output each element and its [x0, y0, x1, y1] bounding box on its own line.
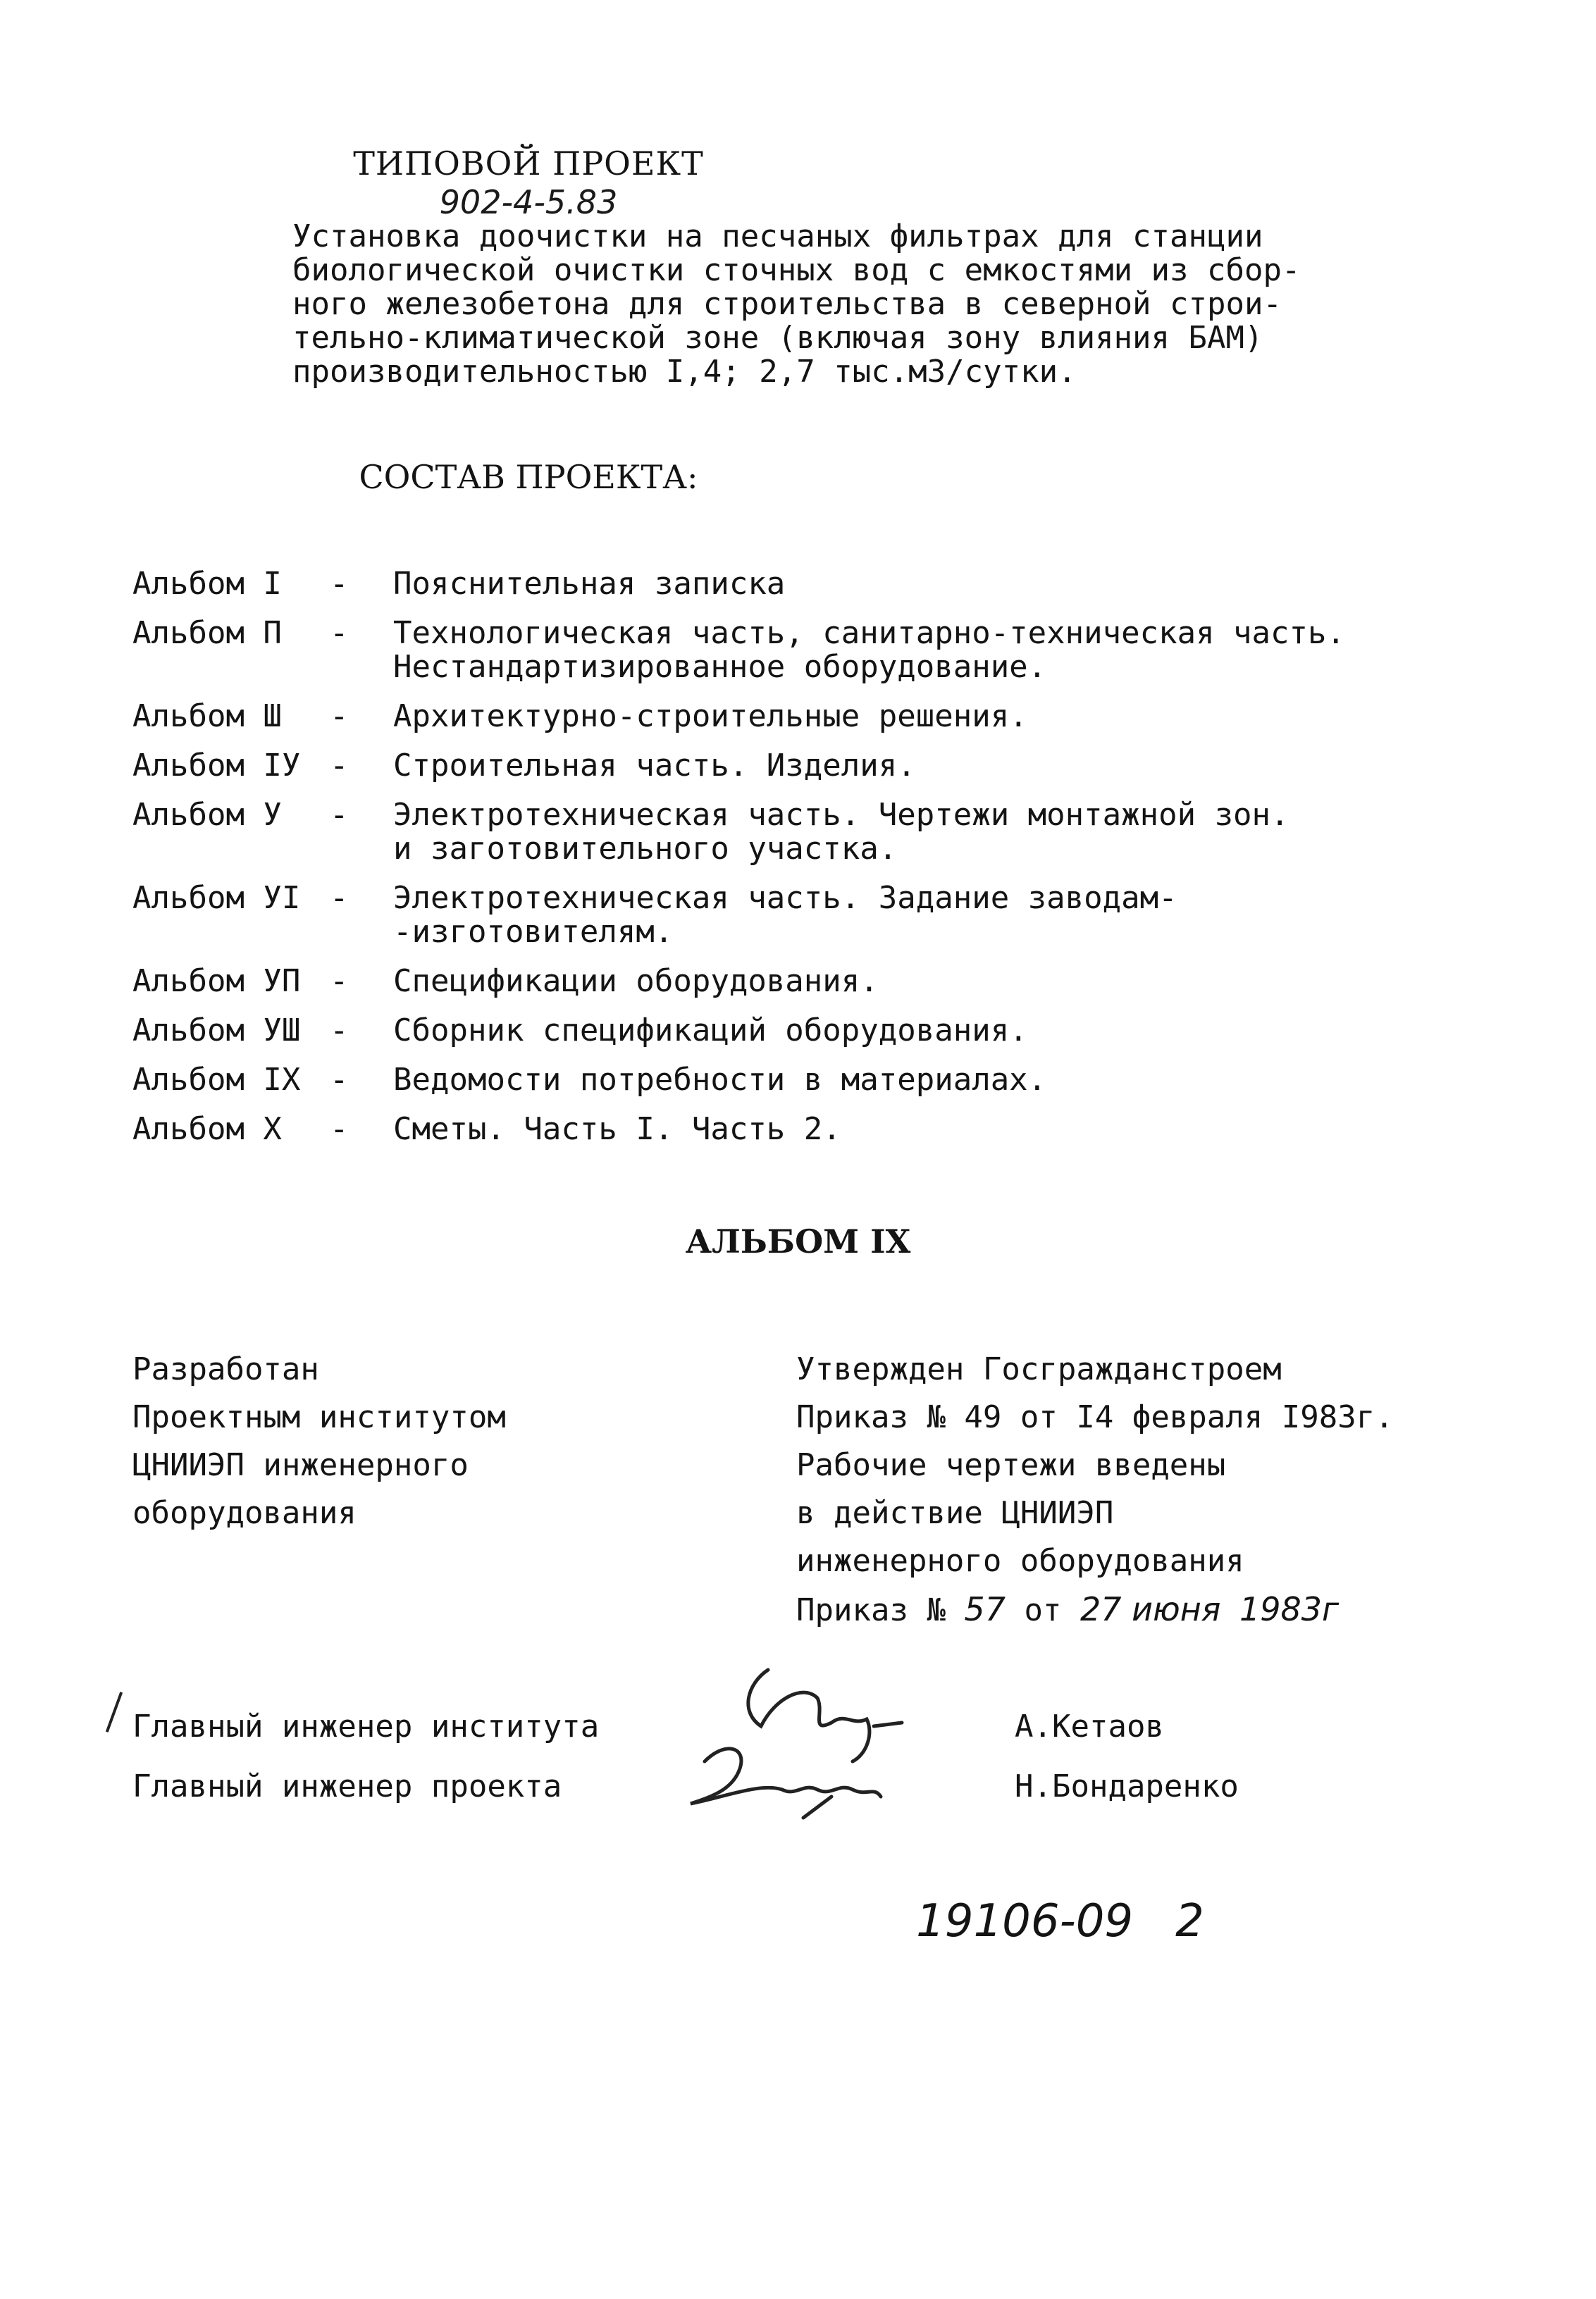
signatory-name: Н.Бондаренко [1015, 1768, 1239, 1804]
signature-chief-institute [748, 1670, 902, 1761]
developed-by-block [132, 1346, 506, 1537]
signatory-title: Главный инженер института [132, 1709, 600, 1745]
order-date: 27 июня [1080, 1590, 1221, 1628]
project-code: 902-4-5.83 [439, 183, 618, 221]
album-text-line: Сборник спецификаций оборудования. [393, 1012, 1028, 1048]
album-text-line: Нестандартизированное оборудование. [393, 649, 1047, 685]
order-from: от [1024, 1592, 1062, 1628]
album-row [132, 567, 1471, 601]
album-description [393, 965, 1471, 998]
album-text-line: Пояснительная записка [393, 566, 786, 602]
album-list [132, 567, 1471, 1162]
album-dash: - [330, 963, 349, 999]
project-title: ТИПОВОЙ ПРОЕКТ [353, 144, 704, 182]
signature-chief-project [691, 1749, 881, 1818]
album-description [393, 1014, 1471, 1048]
description-line: производительностью I,4; 2,7 тыс.м3/сутки. [292, 354, 1077, 390]
project-description [292, 220, 1392, 389]
album-dash: - [330, 1062, 349, 1098]
album-description [393, 616, 1471, 684]
album-label: Альбом У [132, 797, 282, 833]
order-number: 57 [964, 1590, 1006, 1628]
order-prefix: Приказ № [796, 1592, 946, 1628]
inventory-number: 19106-09 [916, 1895, 1134, 1947]
album-text-line: Электротехническая часть. Чертежи монтажной зон. [393, 797, 1289, 833]
album-row [132, 749, 1471, 783]
album-label: Альбом IX [132, 1062, 301, 1098]
album-dash: - [330, 797, 349, 833]
developed-line: ЦНИИЭП инженерного [132, 1447, 469, 1483]
album-row [132, 1063, 1471, 1097]
description-line: биологической очистки сточных вод с емкостями из сбор- [292, 252, 1301, 288]
album-row [132, 1113, 1471, 1146]
approval-line: Рабочие чертежи введены [796, 1447, 1226, 1483]
album-description [393, 700, 1471, 733]
inventory-number-block [916, 1895, 1204, 1947]
album-label: Альбом Ш [132, 698, 282, 734]
album-text-line: Спецификации оборудования. [393, 963, 879, 999]
approval-line: инженерного оборудования [796, 1543, 1244, 1579]
album-text-line: -изготовителям. [393, 914, 674, 950]
album-label: Альбом X [132, 1111, 282, 1147]
album-text-line: и заготовительного участка. [393, 831, 898, 867]
contents-heading: СОСТАВ ПРОЕКТА: [359, 458, 698, 496]
album-description [393, 1113, 1471, 1146]
signatory-title: Главный инженер проекта [132, 1768, 562, 1804]
album-text-line: Ведомости потребности в материалах. [393, 1062, 1047, 1098]
album-text-line: Электротехническая часть. Задание заводам- [393, 880, 1177, 916]
album-dash: - [330, 615, 349, 651]
album-label: Альбом УI [132, 880, 301, 916]
pen-mark [106, 1692, 123, 1733]
album-row [132, 798, 1471, 866]
approval-block [796, 1346, 1394, 1635]
album-label: Альбом I [132, 566, 282, 602]
developed-line: Разработан [132, 1351, 319, 1387]
developed-line: оборудования [132, 1495, 357, 1531]
album-dash: - [330, 698, 349, 734]
album-label: Альбом IУ [132, 748, 301, 783]
album-row [132, 616, 1471, 684]
approval-line: Приказ № 49 от I4 февраля I983г. [796, 1399, 1394, 1435]
approval-line: Утвержден Госгражданстроем [796, 1351, 1282, 1387]
handwritten-signatures [662, 1656, 972, 1839]
signatory-name: А.Кетаов [1015, 1709, 1164, 1745]
approval-order-line [796, 1585, 1394, 1635]
album-row [132, 1014, 1471, 1048]
description-line: тельно-климатической зоне (включая зону влияния БАМ) [292, 320, 1263, 356]
album-description [393, 798, 1471, 866]
order-year: 1983г [1239, 1590, 1340, 1628]
description-line: ного железобетона для строительства в северной строи- [292, 286, 1282, 322]
page-number: 2 [1175, 1895, 1204, 1947]
developed-line: Проектным институтом [132, 1399, 506, 1435]
album-dash: - [330, 566, 349, 602]
current-album-heading: АЛЬБОМ IX [685, 1222, 911, 1260]
album-dash: - [330, 1012, 349, 1048]
approval-line: в действие ЦНИИЭП [796, 1495, 1114, 1531]
album-description [393, 881, 1471, 949]
album-text-line: Строительная часть. Изделия. [393, 748, 916, 783]
album-description [393, 1063, 1471, 1097]
album-label: Альбом УП [132, 963, 301, 999]
album-text-line: Технологическая часть, санитарно-техническая часть. [393, 615, 1346, 651]
album-description [393, 567, 1471, 601]
album-description [393, 749, 1471, 783]
album-dash: - [330, 1111, 349, 1147]
description-line: Установка доочистки на песчаных фильтрах для станции [292, 218, 1263, 254]
album-dash: - [330, 880, 349, 916]
album-text-line: Архитектурно-строительные решения. [393, 698, 1028, 734]
album-label: Альбом П [132, 615, 282, 651]
album-row [132, 965, 1471, 998]
album-row [132, 700, 1471, 733]
album-text-line: Сметы. Часть I. Часть 2. [393, 1111, 841, 1147]
album-label: Альбом УШ [132, 1012, 301, 1048]
album-row [132, 881, 1471, 949]
album-dash: - [330, 748, 349, 783]
